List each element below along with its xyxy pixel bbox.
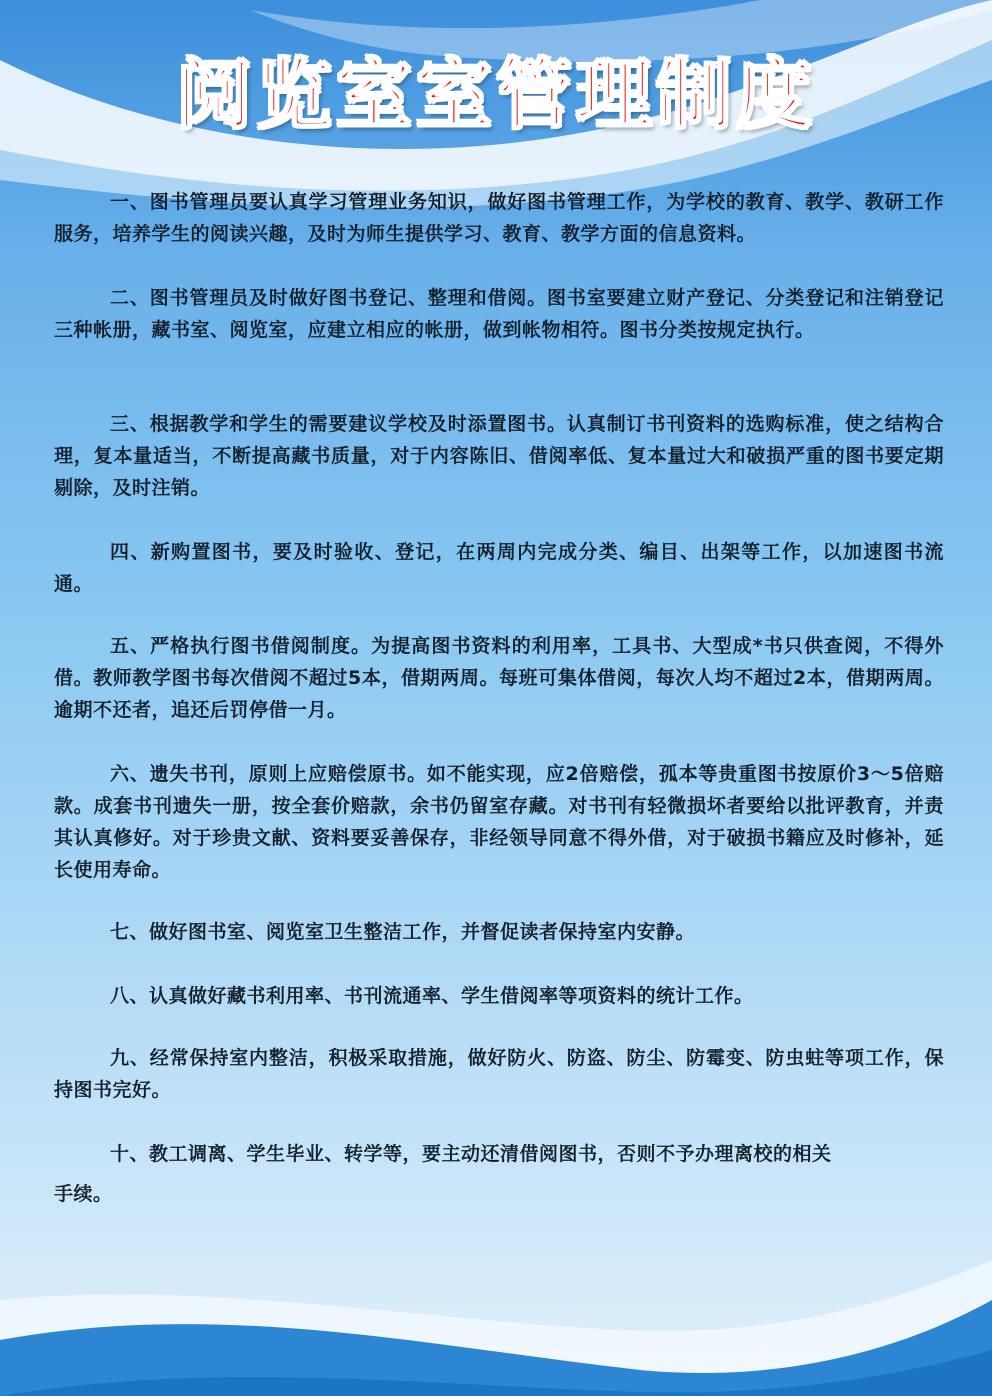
page-title: 阅览室室管理制度 [176, 50, 816, 139]
rule-9: 九、经常保持室内整洁，积极采取措施，做好防火、防盗、防尘、防霉变、防虫蛀等项工作，保持图书完好。 [54, 1047, 944, 1101]
rule-5: 五、严格执行图书借阅制度。为提高图书资料的利用率，工具书、大型成*书只供查阅，不得外借。教师教学图书每次借阅不超过5本，借期两周。每班可集体借阅，每次人均不超过2本，借期两周。逾期不还者，追还后罚停借一月。 [54, 635, 944, 721]
rule-6: 六、遗失书刊，原则上应赔偿原书。如不能实现，应2倍赔偿，孤本等贵重图书按原价3～5倍赔款。成套书刊遗失一册，按全套价赔款，余书仍留室存藏。对书刊有轻微损坏者要给以批评教育，并责其认真修好。对于珍贵文献、资料要妥善保存，非经领导同意不得外借，对于破损书籍应及时修补，延长使用寿命。 [54, 763, 944, 881]
rule-8: 八、认真做好藏书利用率、书刊流通率、学生借阅率等项资料的统计工作。 [110, 985, 754, 1007]
rule-7: 七、做好图书室、阅览室卫生整洁工作，并督促读者保持室内安静。 [110, 921, 696, 943]
rule-10 [54, 1138, 832, 1210]
rule-10-text: 十、教工调离、学生毕业、转学等，要主动还清借阅图书，否则不予办理离校的相关 [110, 1143, 832, 1165]
rule-3: 三、根据教学和学生的需要建议学校及时添置图书。认真制订书刊资料的选购标准，使之结构合理，复本量适当，不断提高藏书质量，对于内容陈旧、借阅率低、复本量过大和破损严重的图书要定期剔除，及时注销。 [54, 413, 944, 499]
rule-10-continuation: 手续。 [54, 1183, 113, 1205]
rule-2: 二、图书管理员及时做好图书登记、整理和借阅。图书室要建立财产登记、分类登记和注销登记三种帐册，藏书室、阅览室，应建立相应的帐册，做到帐物相符。图书分类按规定执行。 [54, 287, 944, 341]
rule-4: 四、新购置图书，要及时验收、登记，在两周内完成分类、编目、出架等工作，以加速图书流通。 [54, 541, 944, 595]
rule-1: 一、图书管理员要认真学习管理业务知识，做好图书管理工作，为学校的教育、教学、教研工作服务，培养学生的阅读兴趣，及时为师生提供学习、教育、教学方面的信息资料。 [54, 191, 944, 245]
